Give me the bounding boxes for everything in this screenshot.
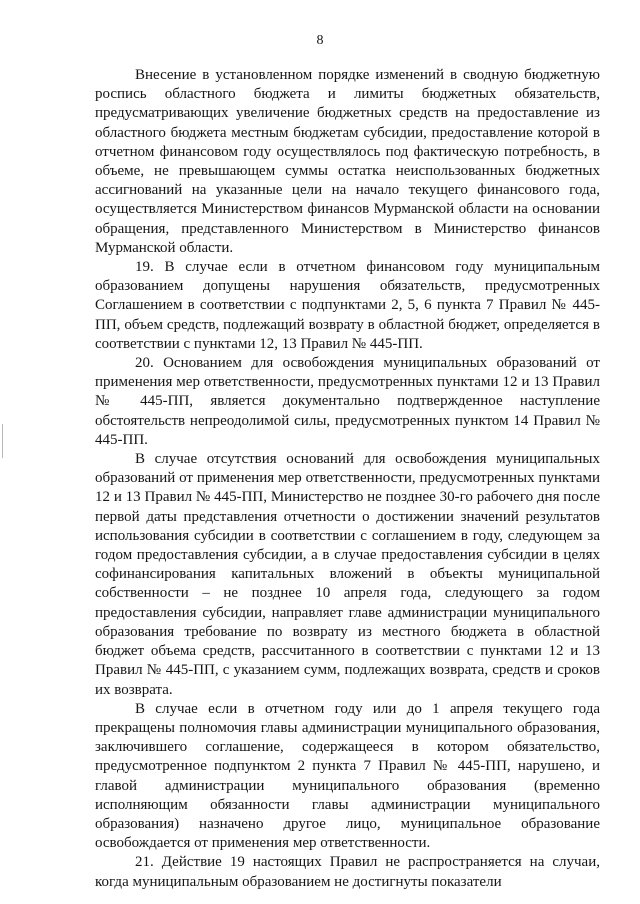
scan-margin-mark xyxy=(2,424,3,458)
paragraph-20: 20. Основанием для освобождения муниципальных образований от применения мер ответственности, предусмотренных пунктами 12 и 13 Правил № 445-ПП, является документально подтвержденное наступление обстоятельств непреодолимой силы, предусмотренных пунктом 14 Правил № 445-ПП. xyxy=(95,355,600,448)
document-body xyxy=(95,66,600,892)
paragraph-21: 21. Действие 19 настоящих Правил не распространяется на случаи, когда муниципальным образованием не достигнуты показатели xyxy=(95,854,600,890)
paragraph-no-grounds: В случае отсутствия оснований для освобождения муниципальных образований от применения мер ответственности, предусмотренных пунктами 12 и 13 Правил № 445-ПП, Министерство не позднее 30-го рабочего дня после первой даты представления отчетности о достижении значений результатов использования субсидии в соответствии с соглашением в году, следующем за годом предоставления субсидии, а в случае предоставления субсидии в целях софинансирования капитальных вложений в объекты муниципальной собственности – не позднее 10 апреля года, следующего за годом предоставления субсидии, направляет главе администрации муниципального образования требование по возврату из местного бюджета в областной бюджет объема средств, рассчитанного в соответствии с пунктами 12 и 13 Правил № 445-ПП, с указанием сумм, подлежащих возврата, средств и сроков их возврата. xyxy=(95,451,600,698)
paragraph-19: 19. В случае если в отчетном финансовом году муниципальным образованием допущены нарушения обязательств, предусмотренных Соглашением в соответствии с подпунктами 2, 5, 6 пункта 7 Правил № 445-ПП, объем средств, подлежащий возврату в областной бюджет, определяется в соответствии с пунктами 12, 13 Правил № 445-ПП. xyxy=(95,259,600,352)
page-number: 8 xyxy=(316,33,324,48)
paragraph-termination: В случае если в отчетном году или до 1 апреля текущего года прекращены полномочия главы администрации муниципального образования, заключившего соглашение, содержащееся в котором обязательство, предусмотренное подпунктом 2 пункта 7 Правил № 445-ПП, нарушено, и главой администрации муниципального образования (временно исполняющим обязанности главы администрации муниципального образования) назначено другое лицо, муниципальное образование освобождается от применения мер ответственности. xyxy=(95,700,600,852)
paragraph-budget-changes: Внесение в установленном порядке изменений в сводную бюджетную роспись областного бюджета и лимиты бюджетных обязательств, предусматривающих увеличение бюджетных средств на предоставление из областного бюджета местным бюджетам субсидии, предоставление которой в отчетном финансовом году осуществлялось под фактическую потребность, в объеме, не превышающем суммы остатка неиспользованных бюджетных ассигнований на указанные цели на начало текущего финансового года, осуществляется Министерством финансов Мурманской области на основании обращения, представленного Министерством в Министерство финансов Мурманской области. xyxy=(95,67,600,256)
